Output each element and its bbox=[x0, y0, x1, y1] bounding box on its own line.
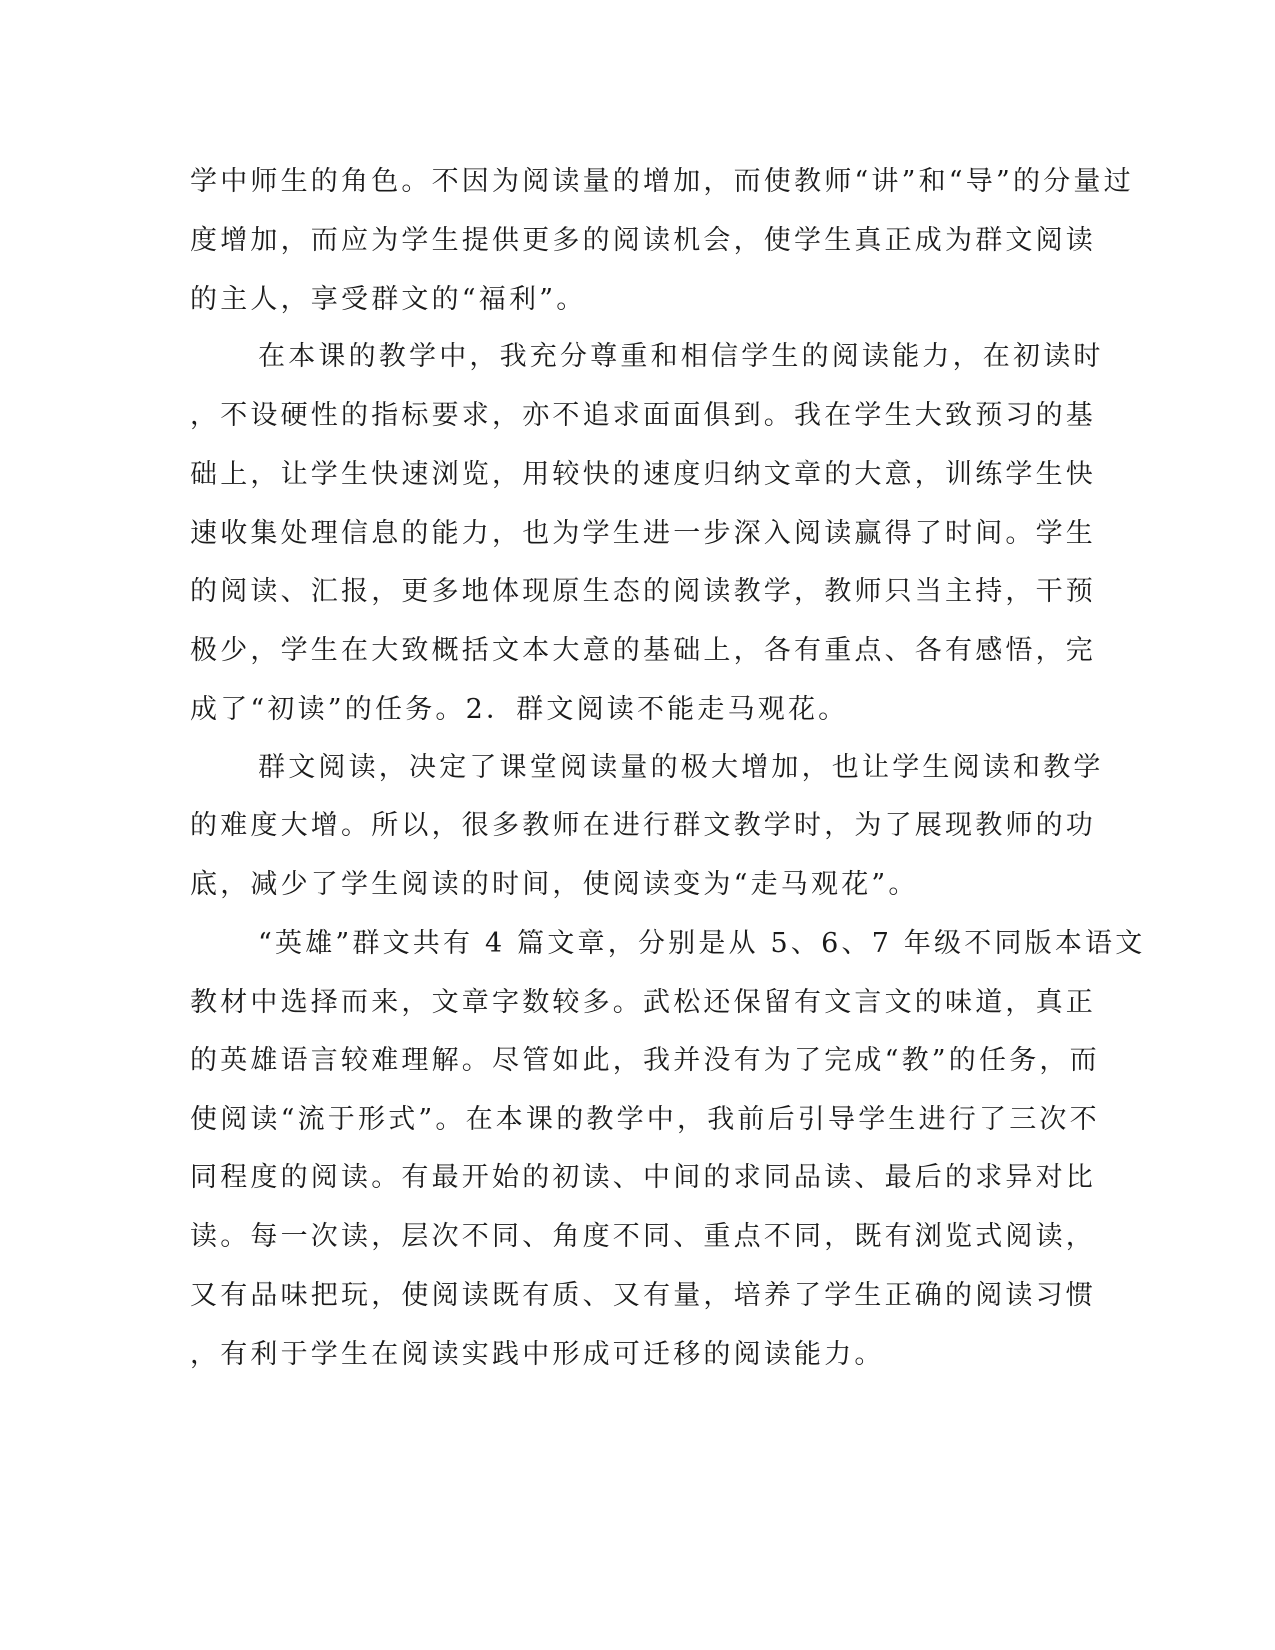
text-line: 底，减少了学生阅读的时间，使阅读变为“走马观花”。 bbox=[190, 869, 919, 900]
text-line: 成了“初读”的任务。2．群文阅读不能走马观花。 bbox=[190, 694, 849, 725]
text-line: 的难度大增。所以，很多教师在进行群文教学时，为了展现教师的功 bbox=[190, 810, 1096, 841]
text-line: 又有品味把玩，使阅读既有质、又有量，培养了学生正确的阅读习惯 bbox=[190, 1280, 1096, 1311]
text-line: 同程度的阅读。有最开始的初读、中间的求同品读、最后的求异对比 bbox=[190, 1162, 1096, 1193]
text-line: 读。每一次读，层次不同、角度不同、重点不同，既有浏览式阅读， bbox=[190, 1221, 1096, 1252]
text-line: 础上，让学生快速浏览，用较快的速度归纳文章的大意，训练学生快 bbox=[190, 459, 1096, 490]
text-line: 度增加，而应为学生提供更多的阅读机会，使学生真正成为群文阅读 bbox=[190, 225, 1096, 256]
paragraph-start-line: “英雄”群文共有 4 篇文章，分别是从 5、6、7 年级不同版本语文 bbox=[258, 928, 1146, 959]
text-line: 使阅读“流于形式”。在本课的教学中，我前后引导学生进行了三次不 bbox=[190, 1104, 1100, 1135]
text-line: 速收集处理信息的能力，也为学生进一步深入阅读赢得了时间。学生 bbox=[190, 518, 1096, 549]
text-line: 极少，学生在大致概括文本大意的基础上，各有重点、各有感悟，完 bbox=[190, 635, 1096, 666]
text-line: ，不设硬性的指标要求，亦不追求面面俱到。我在学生大致预习的基 bbox=[190, 400, 1096, 431]
paragraph-start-line: 在本课的教学中，我充分尊重和相信学生的阅读能力，在初读时 bbox=[258, 341, 1104, 372]
paragraph-start-line: 群文阅读，决定了课堂阅读量的极大增加，也让学生阅读和教学 bbox=[258, 752, 1104, 783]
text-line: 教材中选择而来，文章字数较多。武松还保留有文言文的味道，真正 bbox=[190, 987, 1096, 1018]
text-line: 的英雄语言较难理解。尽管如此，我并没有为了完成“教”的任务，而 bbox=[190, 1045, 1100, 1076]
text-line: 学中师生的角色。不因为阅读量的增加，而使教师“讲”和“导”的分量过 bbox=[190, 166, 1134, 197]
text-line: ，有利于学生在阅读实践中形成可迁移的阅读能力。 bbox=[190, 1339, 885, 1370]
text-line: 的阅读、汇报，更多地体现原生态的阅读教学，教师只当主持，干预 bbox=[190, 576, 1096, 607]
text-line: 的主人，享受群文的“福利”。 bbox=[190, 284, 587, 315]
